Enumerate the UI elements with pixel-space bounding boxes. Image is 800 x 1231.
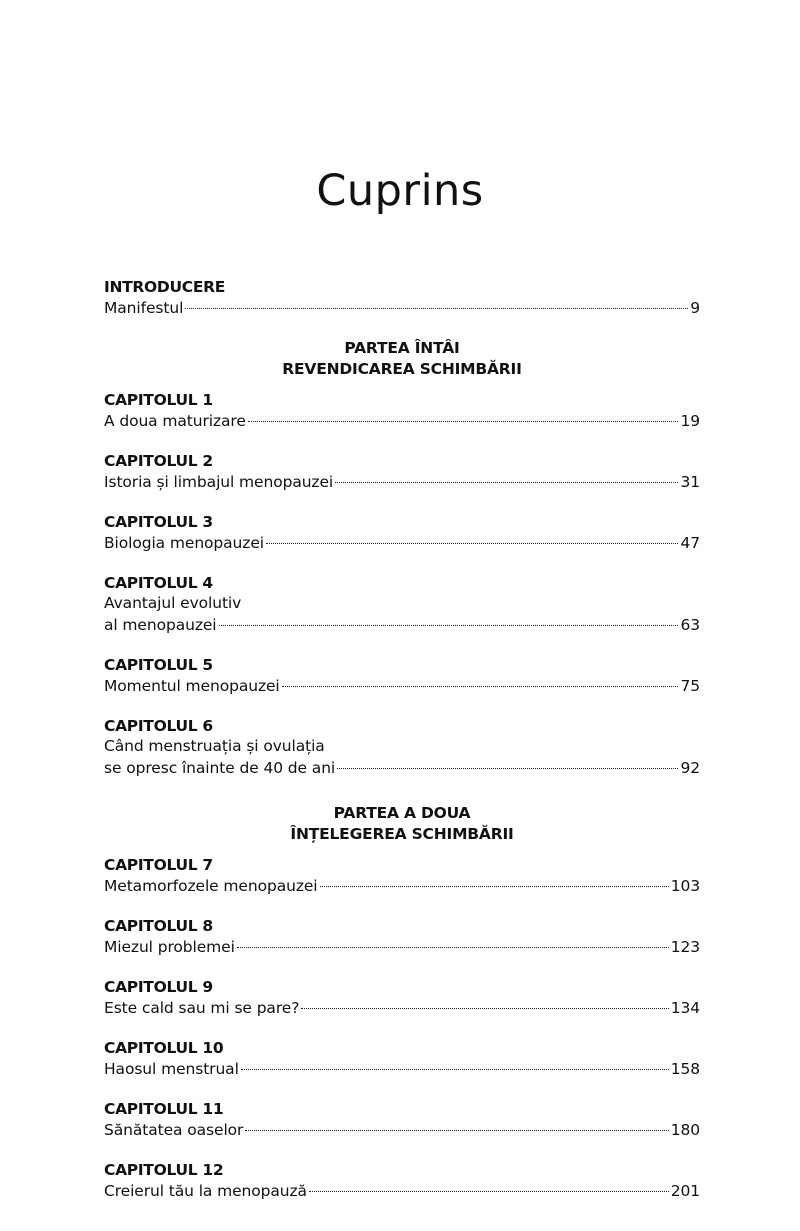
entry-heading: CAPITOLUL 1	[104, 391, 213, 409]
dot-leader	[320, 886, 669, 887]
entry-line	[104, 875, 700, 897]
page-number: 19	[680, 412, 700, 430]
entry-heading: CAPITOLUL 10	[104, 1039, 224, 1057]
toc-entry-chapter	[104, 390, 700, 432]
dot-leader	[237, 947, 669, 948]
part-name: REVENDICAREA SCHIMBĂRII	[282, 360, 522, 378]
toc-entry-chapter	[104, 1099, 700, 1141]
entry-title-line: Când menstruația și ovulația	[104, 737, 325, 755]
entry-title: Sănătatea oaselor	[104, 1121, 244, 1139]
page-number: 47	[680, 534, 700, 552]
page-number: 123	[670, 938, 700, 956]
entry-heading: CAPITOLUL 9	[104, 978, 213, 996]
entry-line	[104, 614, 700, 636]
dot-leader	[266, 543, 679, 544]
entry-title: se opresc înainte de 40 de ani	[104, 759, 336, 777]
entry-title-line: Avantajul evolutiv	[104, 594, 242, 612]
part-label: PARTEA ÎNTÂI	[344, 339, 460, 357]
toc-entry-chapter	[104, 916, 700, 958]
page-number: 180	[670, 1121, 700, 1139]
toc-entry-chapter	[104, 512, 700, 554]
dot-leader	[241, 1069, 669, 1070]
page-number: 63	[680, 616, 700, 634]
page-number: 201	[670, 1182, 700, 1200]
entry-heading: CAPITOLUL 11	[104, 1100, 224, 1118]
dot-leader	[337, 768, 678, 769]
entry-title: Istoria și limbajul menopauzei	[104, 473, 334, 491]
entry-title: Miezul problemei	[104, 938, 235, 956]
part-heading	[104, 338, 700, 380]
page-number: 75	[680, 677, 700, 695]
toc-entry-chapter	[104, 1160, 700, 1202]
part-label: PARTEA A DOUA	[333, 804, 471, 822]
table-of-contents	[104, 277, 700, 1221]
dot-leader	[335, 482, 678, 483]
toc-entry-chapter	[104, 977, 700, 1019]
entry-line	[104, 410, 700, 432]
toc-entry-chapter	[104, 451, 700, 493]
page-number: 134	[670, 999, 700, 1017]
toc-entry-chapter	[104, 655, 700, 697]
entry-title: Metamorfozele menopauzei	[104, 877, 318, 895]
dot-leader	[301, 1008, 668, 1009]
entry-title: Este cald sau mi se pare?	[104, 999, 300, 1017]
page-title: Cuprins	[316, 166, 484, 216]
entry-title: al menopauzei	[104, 616, 217, 634]
entry-line	[104, 1180, 700, 1202]
dot-leader	[245, 1130, 668, 1131]
entry-heading: CAPITOLUL 7	[104, 856, 213, 874]
dot-leader	[282, 686, 679, 687]
entry-line	[104, 297, 700, 319]
entry-line	[104, 936, 700, 958]
entry-line	[104, 532, 700, 554]
entry-title: Manifestul	[104, 299, 184, 317]
toc-entry-introduction	[104, 277, 700, 319]
dot-leader	[219, 625, 679, 626]
dot-leader	[309, 1191, 669, 1192]
page-number: 103	[670, 877, 700, 895]
entry-heading: CAPITOLUL 12	[104, 1161, 224, 1179]
toc-entry-chapter	[104, 716, 700, 779]
entry-heading: INTRODUCERE	[104, 278, 226, 296]
toc-entry-chapter	[104, 855, 700, 897]
entry-heading: CAPITOLUL 6	[104, 717, 213, 735]
entry-line	[104, 997, 700, 1019]
toc-entry-chapter	[104, 573, 700, 636]
dot-leader	[185, 308, 688, 309]
page-number: 9	[690, 299, 700, 317]
entry-title: Biologia menopauzei	[104, 534, 264, 552]
entry-heading: CAPITOLUL 5	[104, 656, 213, 674]
entry-title: A doua maturizare	[104, 412, 246, 430]
parts-container	[104, 338, 700, 1202]
entry-line	[104, 757, 700, 779]
entry-heading: CAPITOLUL 4	[104, 574, 213, 592]
page-number: 158	[670, 1060, 700, 1078]
entry-heading: CAPITOLUL 2	[104, 452, 213, 470]
dot-leader	[248, 421, 679, 422]
entry-line	[104, 1119, 700, 1141]
page-number: 31	[680, 473, 700, 491]
entry-title: Haosul menstrual	[104, 1060, 239, 1078]
entry-title: Momentul menopauzei	[104, 677, 280, 695]
part-name: ÎNȚELEGEREA SCHIMBĂRII	[290, 825, 514, 843]
entry-line	[104, 675, 700, 697]
entry-line	[104, 1058, 700, 1080]
entry-heading: CAPITOLUL 3	[104, 513, 213, 531]
entry-line	[104, 471, 700, 493]
page-number: 92	[680, 759, 700, 777]
entry-heading: CAPITOLUL 8	[104, 917, 213, 935]
part-heading	[104, 803, 700, 845]
entry-title: Creierul tău la menopauză	[104, 1182, 307, 1200]
toc-entry-chapter	[104, 1038, 700, 1080]
